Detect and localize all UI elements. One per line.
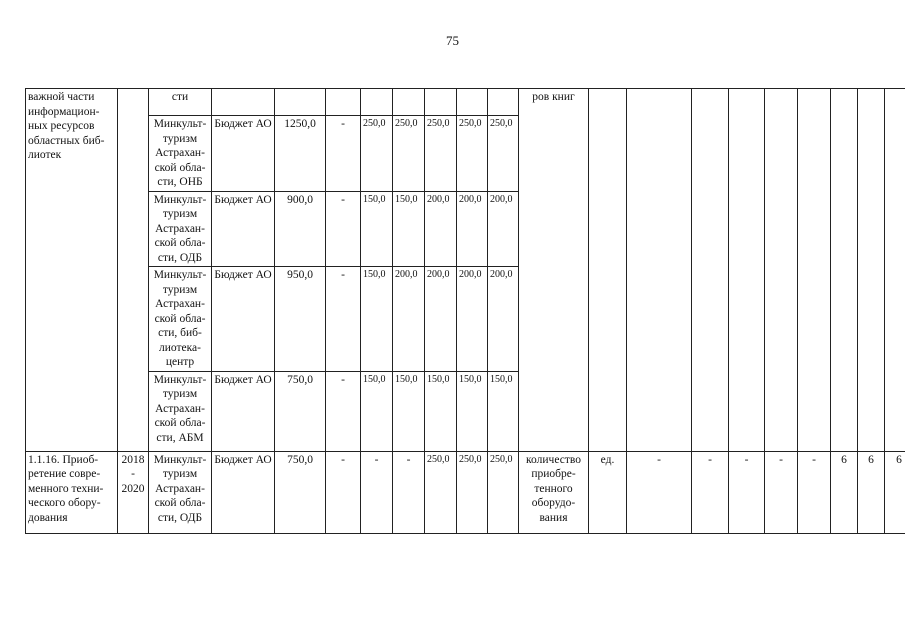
value-cell: 6 [831,451,858,533]
value-cell: - [692,451,729,533]
year-cell: 150,0 [488,371,519,451]
source-cell: Бюджет АО [212,371,275,451]
year-cell: 150,0 [361,371,393,451]
year-cell: 250,0 [361,116,393,192]
year-cell: - [393,451,425,533]
total-cell: 750,0 [275,371,326,451]
year-cell: 200,0 [488,267,519,372]
year-cell: - [326,191,361,267]
executor-cell: Минкульт-туризм Астрахан-ской обла-сти, АБМ [149,371,212,451]
page-number: 75 [446,33,459,48]
executor-cell: Минкульт-туризм Астрахан-ской обла-сти, ОНБ [149,116,212,192]
year-cell [326,89,361,116]
year-cell: 250,0 [488,116,519,192]
table-row [26,451,905,533]
year-cell: 150,0 [457,371,488,451]
executor-cell: Минкульт-туризм Астрахан-ской обла-сти, ОДБ [149,451,212,533]
value-cell [858,89,885,452]
year-cell [361,89,393,116]
value-cell [692,89,729,452]
executor-cell: Минкульт-туризм Астрахан-ской обла-сти, биб-лиотека-центр [149,267,212,372]
year-cell: - [326,116,361,192]
total-cell: 750,0 [275,451,326,533]
period-cell: 2018 - 2020 [118,451,149,533]
total-cell [275,89,326,116]
source-cell: Бюджет АО [212,451,275,533]
year-cell: 200,0 [488,191,519,267]
source-cell [212,89,275,116]
year-cell: 250,0 [457,451,488,533]
year-cell: 250,0 [425,116,457,192]
year-cell: 250,0 [425,451,457,533]
year-cell: - [361,451,393,533]
value-cell [798,89,831,452]
year-cell: 200,0 [425,191,457,267]
total-cell: 950,0 [275,267,326,372]
indicator-cell: ров книг [519,89,589,452]
total-cell: 900,0 [275,191,326,267]
source-cell: Бюджет АО [212,116,275,192]
unit-cell: ед. [589,451,627,533]
year-cell: 150,0 [425,371,457,451]
value-cell [831,89,858,452]
event-name-cell: важной части информацион-ных ресурсов областных биб-лиотек [26,89,118,452]
year-cell [425,89,457,116]
program-table [25,88,905,534]
value-cell: - [729,451,765,533]
value-cell [729,89,765,452]
year-cell: 150,0 [361,267,393,372]
year-cell [393,89,425,116]
executor-cell: сти [149,89,212,116]
year-cell: - [326,267,361,372]
year-cell [488,89,519,116]
total-cell: 1250,0 [275,116,326,192]
year-cell: 250,0 [393,116,425,192]
value-cell: - [798,451,831,533]
value-cell: 6 [858,451,885,533]
year-cell: - [326,371,361,451]
executor-cell: Минкульт-туризм Астрахан-ской обла-сти, ОДБ [149,191,212,267]
indicator-cell: количество приобре-тенного оборудо-вания [519,451,589,533]
year-cell: 150,0 [393,191,425,267]
year-cell: 250,0 [488,451,519,533]
value-cell: - [765,451,798,533]
source-cell: Бюджет АО [212,191,275,267]
value-cell [885,89,905,452]
value-cell [627,89,692,452]
year-cell [457,89,488,116]
year-cell: 200,0 [457,267,488,372]
year-cell: 200,0 [457,191,488,267]
value-cell [765,89,798,452]
year-cell: 150,0 [361,191,393,267]
year-cell: 150,0 [393,371,425,451]
year-cell: 250,0 [457,116,488,192]
unit-cell [589,89,627,452]
year-cell: - [326,451,361,533]
period-cell [118,89,149,452]
year-cell: 200,0 [425,267,457,372]
year-cell: 200,0 [393,267,425,372]
table-row [26,89,905,116]
source-cell: Бюджет АО [212,267,275,372]
value-cell: 6 [885,451,905,533]
event-name-cell: 1.1.16. Приоб-ретение совре-менного техни-ческого обору-дования [26,451,118,533]
value-cell: - [627,451,692,533]
